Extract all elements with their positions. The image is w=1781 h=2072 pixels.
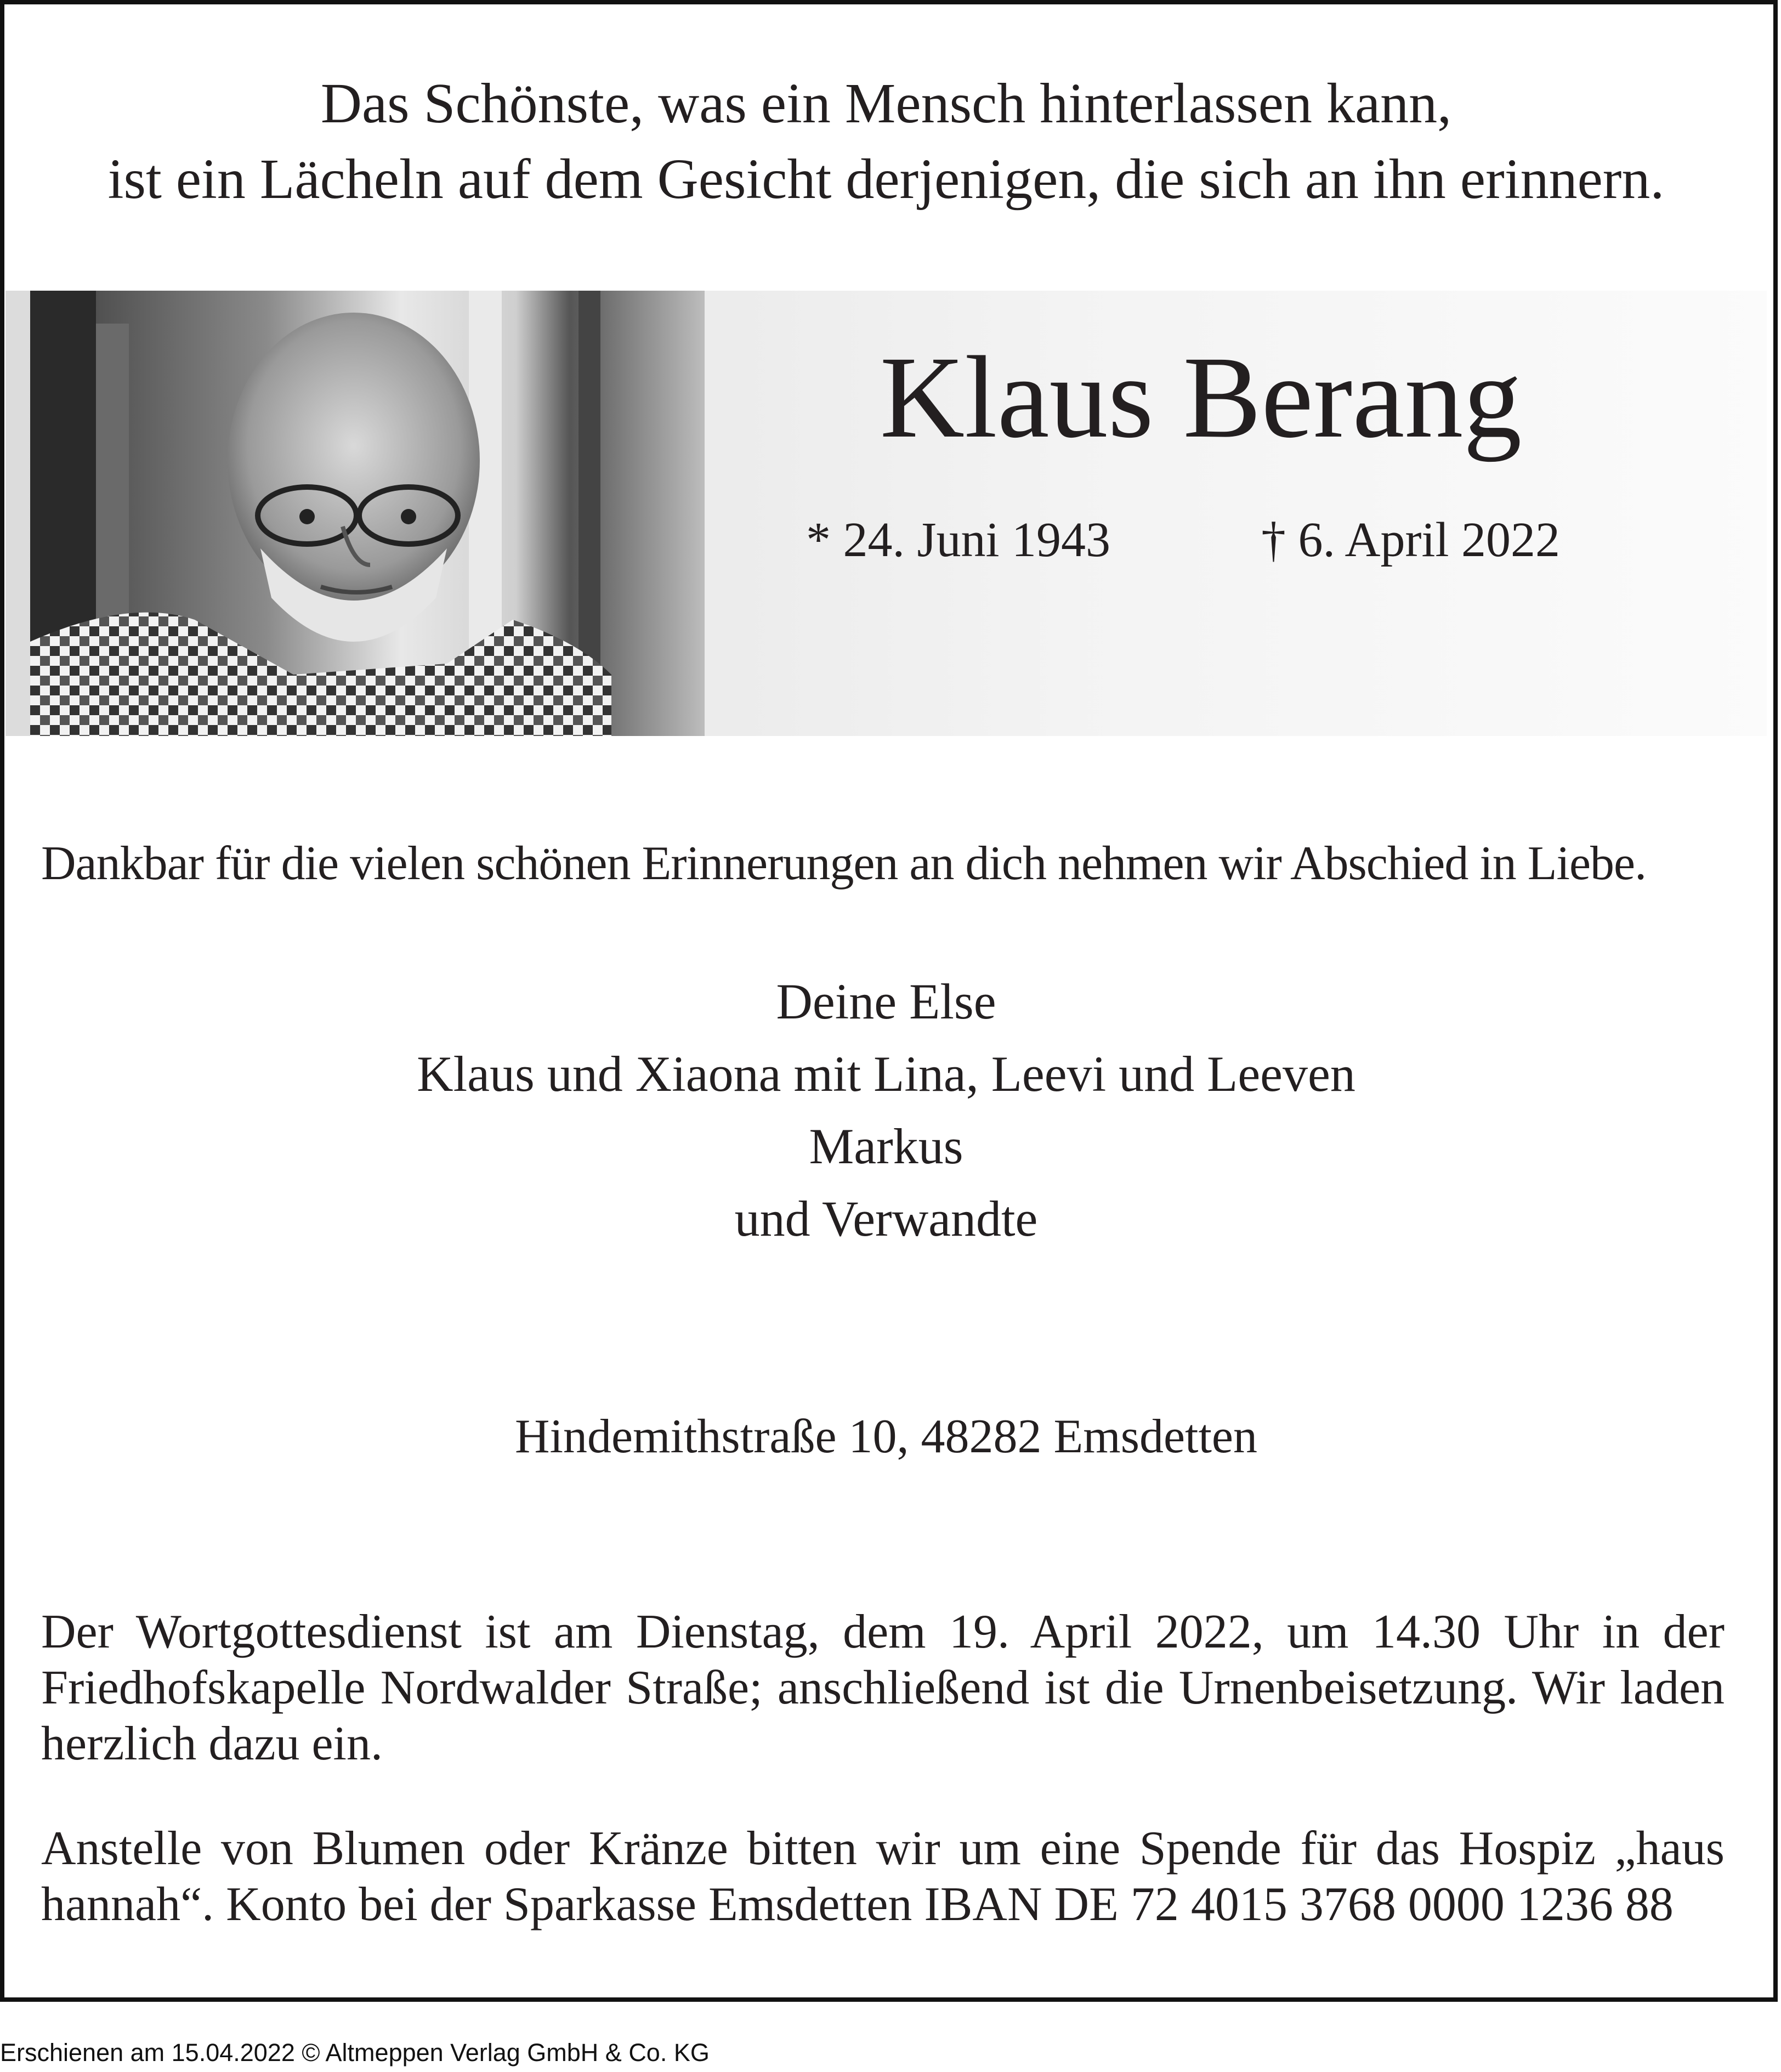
quote-line-1: Das Schönste, was ein Mensch hinterlassen kann, [320, 72, 1452, 135]
quote [0, 66, 1772, 217]
publication-footer: Erschienen am 15.04.2022 © Altmeppen Verlag GmbH & Co. KG [0, 2039, 710, 2067]
birth-date: * 24. Juni 1943 [806, 513, 1111, 567]
quote-line-2: ist ein Lächeln auf dem Gesicht derjenigen, die sich an ihn erinnern. [107, 148, 1665, 211]
donation-notice: Anstelle von Blumen oder Kränze bitten wir um eine Spende für das Hospiz „haus hannah“. Konto bei der Sparkasse Emsdetten IBAN DE 72 4015 3768 0000 1236 88 [41, 1822, 1725, 1931]
family-line: Deine Else [776, 973, 996, 1029]
thanks-text: Dankbar für die vielen schönen Erinnerungen an dich nehmen wir Abschied in Liebe. [41, 837, 1647, 890]
portrait-photo [30, 291, 705, 736]
deceased-name: Klaus Berang [880, 332, 1522, 462]
family-line: und Verwandte [734, 1191, 1038, 1247]
family-line: Klaus und Xiaona mit Lina, Leevi und Leeven [417, 1046, 1355, 1102]
family-line: Markus [809, 1118, 963, 1174]
service-notice: Der Wortgottesdienst ist am Dienstag, dem 19. April 2022, um 14.30 Uhr in der Friedhofskapelle Nordwalder Straße; anschließend ist die Urnenbeisetzung. Wir laden herzlich dazu ein. [41, 1605, 1725, 1770]
family-list [0, 965, 1772, 1255]
address: Hindemithstraße 10, 48282 Emsdetten [515, 1410, 1257, 1463]
death-date: † 6. April 2022 [1261, 513, 1561, 567]
